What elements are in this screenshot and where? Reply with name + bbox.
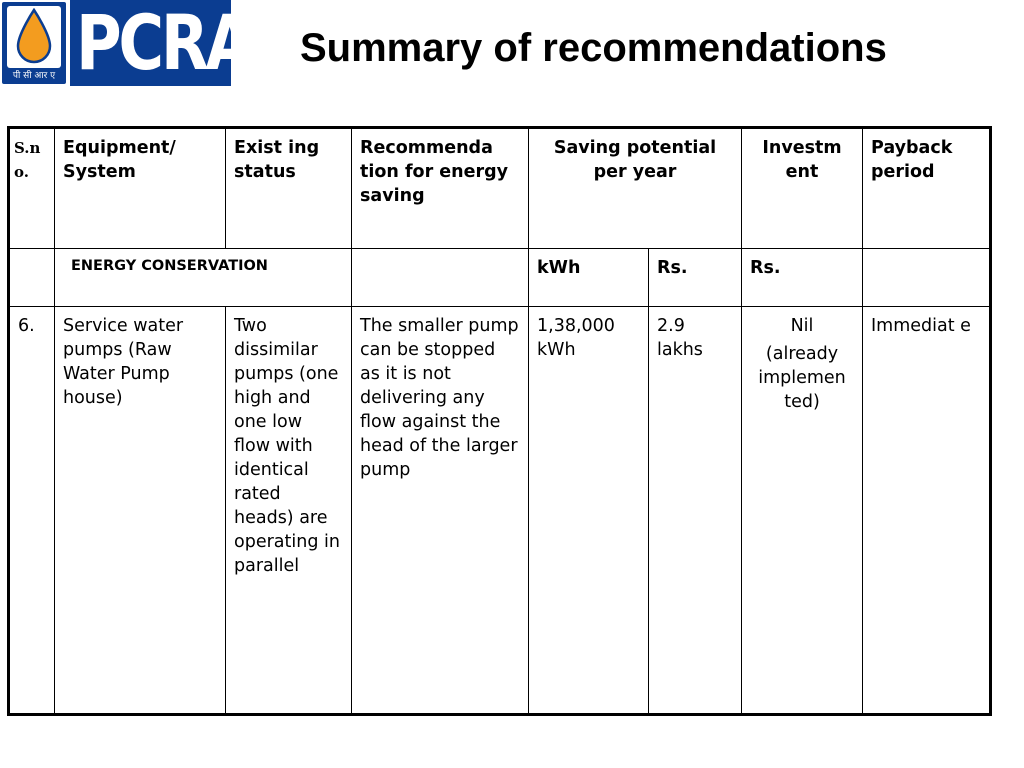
section-row xyxy=(9,249,991,307)
row-payback: Immediat e xyxy=(863,307,991,715)
recommendations-table xyxy=(7,126,992,716)
header-equipment: Equipment/ System xyxy=(55,128,226,249)
row-investment xyxy=(742,307,863,715)
unit-kwh: kWh xyxy=(529,249,649,307)
row-sno: 6. xyxy=(9,307,55,715)
table-row xyxy=(9,307,991,715)
section-label: ENERGY CONSERVATION xyxy=(55,249,352,307)
unit-rs-saving: Rs. xyxy=(649,249,742,307)
header-recommendation: Recommenda tion for energy saving xyxy=(352,128,529,249)
row-saving-kwh: 1,38,000 kWh xyxy=(529,307,649,715)
row-existing-status: Two dissimilar pumps (one high and one low flow with identical rated heads) are operating in parallel xyxy=(226,307,352,715)
logo-wordmark-box xyxy=(70,0,251,87)
logo-hindi-text: पी सी आर ए xyxy=(12,71,56,81)
logo-wordmark: PCRA xyxy=(76,0,251,87)
row-equipment: Service water pumps (Raw Water Pump house) xyxy=(55,307,226,715)
section-empty-cell xyxy=(863,249,991,307)
row-saving-rs: 2.9 lakhs xyxy=(649,307,742,715)
header-investment: Investm ent xyxy=(742,128,863,249)
unit-rs-investment: Rs. xyxy=(742,249,863,307)
page-title: Summary of recommendations xyxy=(300,26,887,70)
row-recommendation: The smaller pump can be stopped as it is not delivering any flow against the head of the larger pump xyxy=(352,307,529,715)
oil-drop-icon xyxy=(13,8,55,66)
row-investment-value: Nil xyxy=(790,316,814,336)
row-investment-note: (already implemen ted) xyxy=(758,344,846,412)
section-empty-cell xyxy=(9,249,55,307)
header-saving-potential: Saving potential per year xyxy=(529,128,742,249)
section-empty-cell xyxy=(352,249,529,307)
header-existing-status: Exist ing status xyxy=(226,128,352,249)
pcra-logo xyxy=(0,0,251,87)
header-sno: S.no. xyxy=(9,128,55,249)
oil-drop-emblem xyxy=(2,2,66,84)
header-payback: Payback period xyxy=(863,128,991,249)
header-row xyxy=(9,128,991,249)
